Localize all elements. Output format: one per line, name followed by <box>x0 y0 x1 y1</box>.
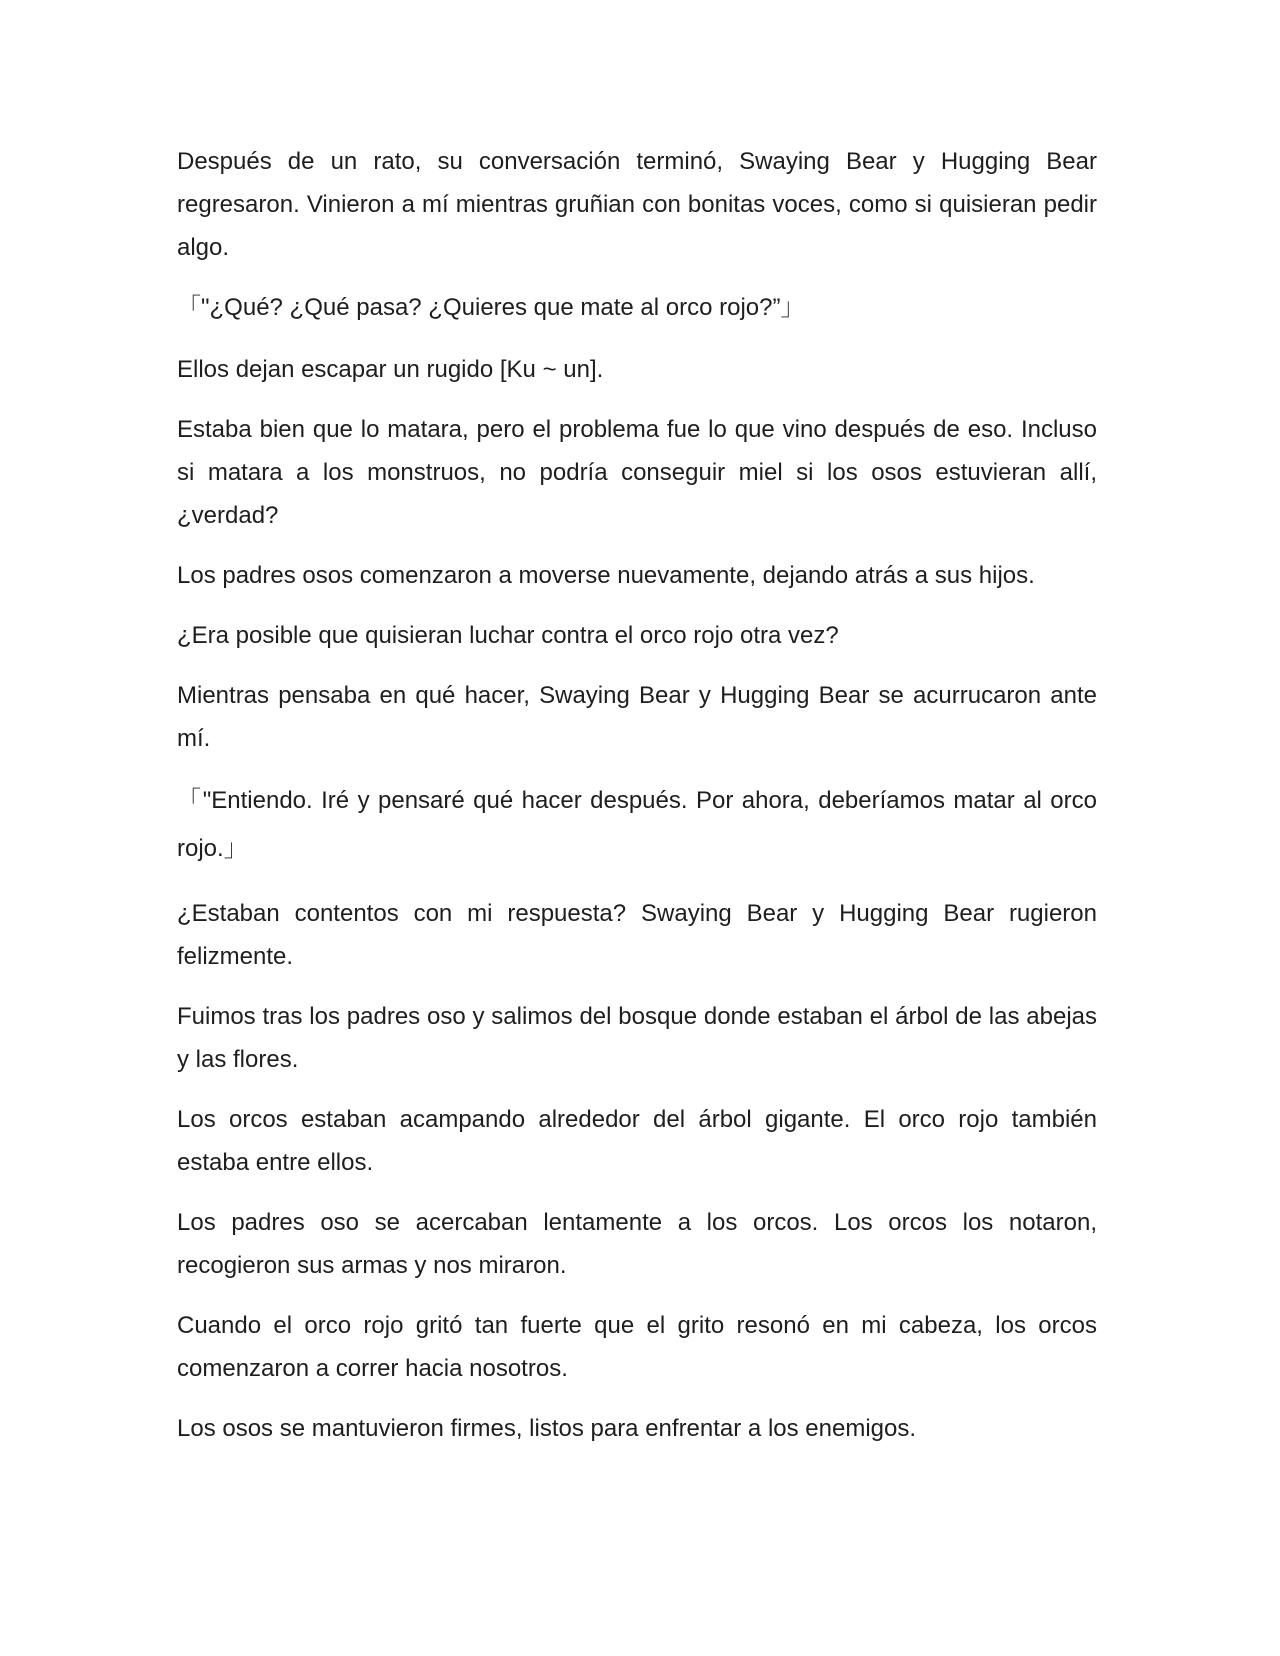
paragraph: ¿Estaban contentos con mi respuesta? Swaying Bear y Hugging Bear rugieron felizmente. <box>177 900 1097 970</box>
dialogue-paragraph: 「"¿Qué? ¿Qué pasa? ¿Quieres que mate al orco rojo?”」 <box>177 294 805 321</box>
paragraph: Ellos dejan escapar un rugido [Ku ~ un]. <box>177 356 604 383</box>
paragraph: Mientras pensaba en qué hacer, Swaying Bear y Hugging Bear se acurrucaron ante mí. <box>177 682 1097 752</box>
paragraph: Cuando el orco rojo gritó tan fuerte que el grito resonó en mi cabeza, los orcos comenzaron a correr hacia nosotros. <box>177 1312 1097 1382</box>
paragraph: Los padres osos comenzaron a moverse nuevamente, dejando atrás a sus hijos. <box>177 562 1035 589</box>
paragraph: Los padres oso se acercaban lentamente a los orcos. Los orcos los notaron, recogieron sus armas y nos miraron. <box>177 1209 1097 1279</box>
paragraph: Fuimos tras los padres oso y salimos del bosque donde estaban el árbol de las abejas y las flores. <box>177 1003 1097 1073</box>
paragraph: Los osos se mantuvieron firmes, listos para enfrentar a los enemigos. <box>177 1415 917 1442</box>
paragraph: ¿Era posible que quisieran luchar contra el orco rojo otra vez? <box>177 622 839 649</box>
document-body <box>177 140 1097 1467</box>
paragraph: Después de un rato, su conversación terminó, Swaying Bear y Hugging Bear regresaron. Vinieron a mí mientras gruñian con bonitas voces, como si quisieran pedir algo. <box>177 148 1097 261</box>
paragraph: Los orcos estaban acampando alrededor del árbol gigante. El orco rojo también estaba entre ellos. <box>177 1106 1097 1176</box>
paragraph: Estaba bien que lo matara, pero el problema fue lo que vino después de eso. Incluso si matara a los monstruos, no podría conseguir miel si los osos estuvieran allí, ¿verdad? <box>177 416 1097 529</box>
dialogue-paragraph: 「"Entiendo. Iré y pensaré qué hacer después. Por ahora, deberíamos matar al orco rojo.」 <box>177 787 1097 862</box>
